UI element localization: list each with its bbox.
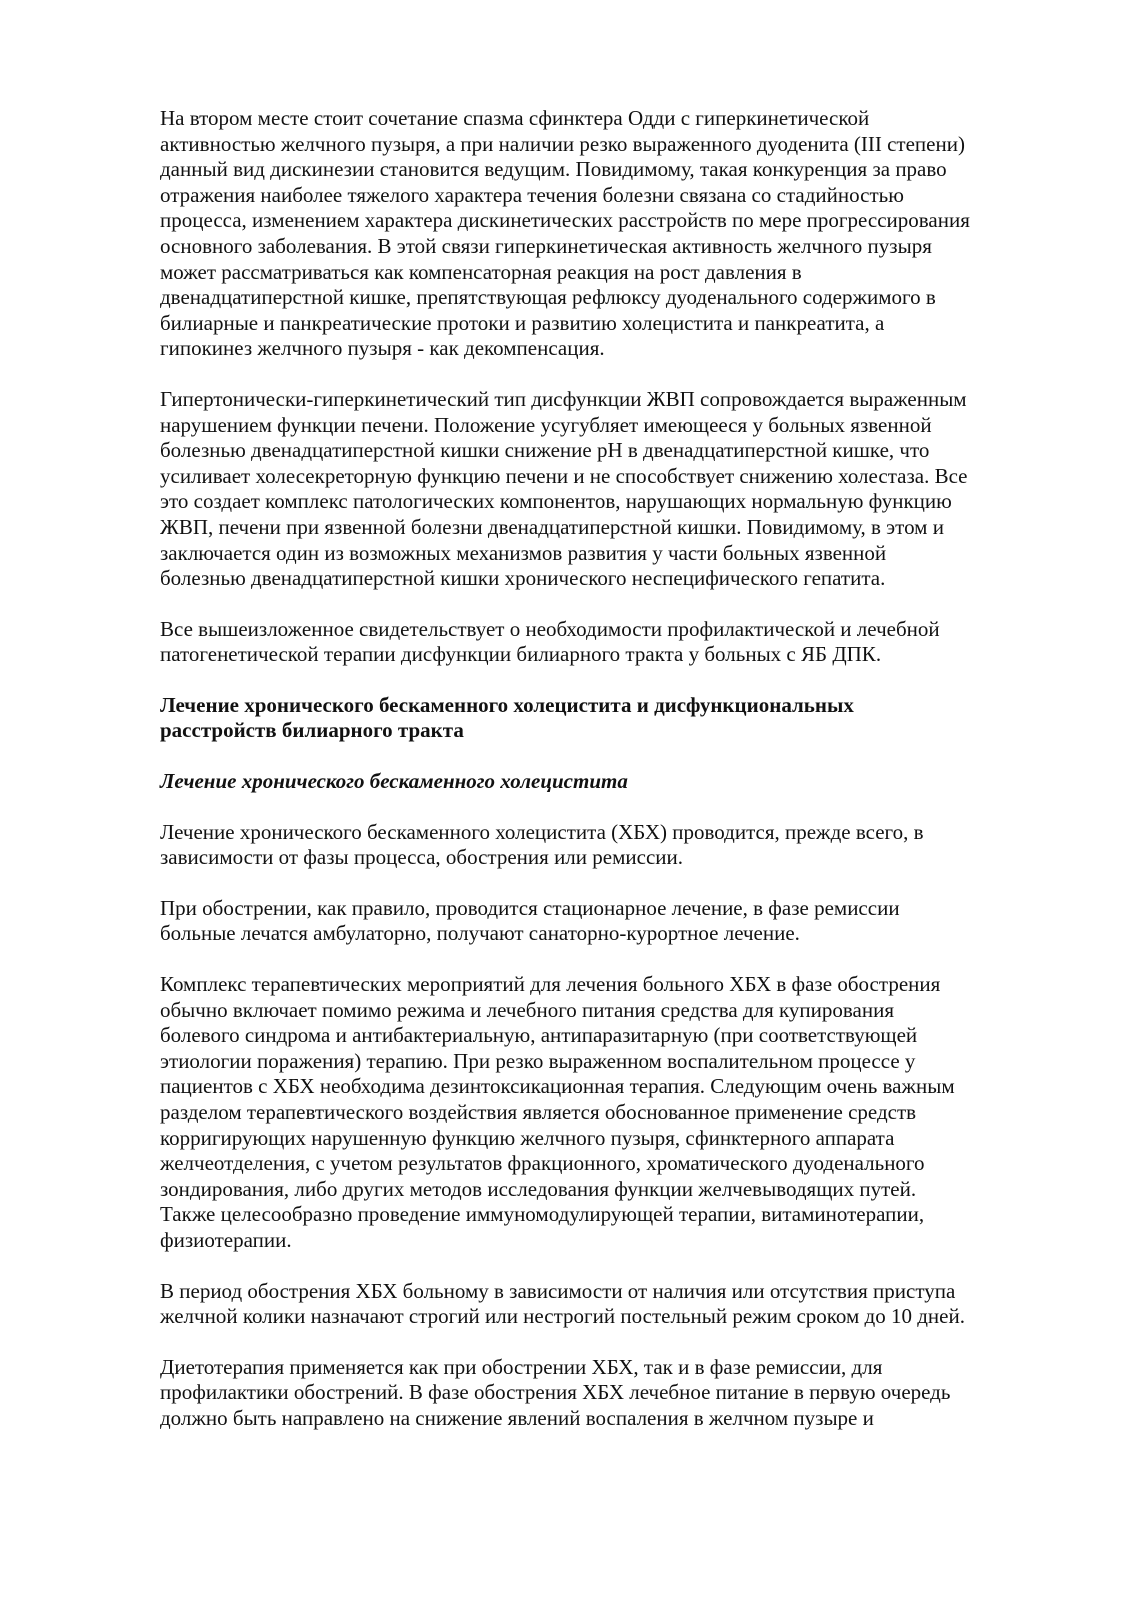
text-line: может рассматриваться как компенсаторная реакция на рост давления в bbox=[160, 259, 802, 284]
text-line: В период обострения ХБХ больному в зависимости от наличия или отсутствия приступа bbox=[160, 1278, 956, 1303]
text-line: этиологии поражения) терапию. При резко выраженном воспалительном процессе у bbox=[160, 1048, 916, 1073]
text-line: болевого синдрома и антибактериальную, антипаразитарную (при соответствующей bbox=[160, 1023, 918, 1048]
text-line: ЖВП, печени при язвенной болезни двенадцатиперстной кишки. Повидимому, в этом и bbox=[160, 514, 944, 539]
section-heading-line: расстройств билиарного тракта bbox=[160, 718, 464, 743]
section-subheading-line: Лечение хронического бескаменного холецистита bbox=[160, 769, 628, 794]
text-line: билиарные и панкреатические протоки и развитию холецистита и панкреатита, а bbox=[160, 310, 885, 335]
paragraph bbox=[160, 1279, 1040, 1330]
paragraph bbox=[160, 387, 1040, 592]
section-heading bbox=[160, 693, 1040, 744]
text-line: При обострении, как правило, проводится стационарное лечение, в фазе ремиссии bbox=[160, 895, 900, 920]
text-line: пациентов с ХБХ необходима дезинтоксикационная терапия. Следующим очень важным bbox=[160, 1074, 955, 1099]
text-line: должно быть направлено на снижение явлений воспаления в желчном пузыре и bbox=[160, 1405, 874, 1430]
text-line: разделом терапевтического воздействия является обоснованное применение средств bbox=[160, 1100, 917, 1124]
text-line: активностью желчного пузыря, а при наличии резко выраженного дуоденита (III степени) bbox=[160, 131, 965, 156]
text-line: гипокинез желчного пузыря - как декомпенсация. bbox=[160, 336, 605, 361]
bottom-paragraphs bbox=[160, 820, 1040, 1432]
top-paragraphs bbox=[160, 106, 1040, 668]
text-line: профилактики обострений. В фазе обострения ХБХ лечебное питание в первую очередь bbox=[160, 1380, 951, 1405]
paragraph bbox=[160, 820, 1040, 871]
paragraph bbox=[160, 972, 1040, 1254]
text-line: Также целесообразно проведение иммуномодулирующей терапии, витаминотерапии, bbox=[160, 1202, 925, 1227]
text-line: отражения наиболее тяжелого характера течения болезни связана со стадийностью bbox=[160, 182, 904, 207]
text-line: Все вышеизложенное свидетельствует о необходимости профилактической и лечебной bbox=[160, 616, 940, 641]
text-line: усиливает холесекреторную функцию печени и не способствует снижению холестаза. Все bbox=[160, 463, 968, 488]
text-line: процесса, изменением характера дискинетических расстройств по мере прогрессирования bbox=[160, 208, 970, 233]
paragraph bbox=[160, 106, 1040, 362]
text-line: На втором месте стоит сочетание спазма сфинктера Одди с гиперкинетической bbox=[160, 106, 870, 130]
text-line: Лечение хронического бескаменного холецистита (ХБХ) проводится, прежде всего, в bbox=[160, 819, 924, 844]
text-line: желчеотделения, с учетом результатов фракционного, хроматического дуоденального bbox=[160, 1151, 925, 1176]
text-line: патогенетической терапии дисфункции билиарного тракта у больных с ЯБ ДПК. bbox=[160, 642, 882, 667]
paragraph bbox=[160, 1355, 1040, 1432]
text-line: болезнью двенадцатиперстной кишки хронического неспецифического гепатита. bbox=[160, 566, 886, 591]
text-line: болезнью двенадцатиперстной кишки снижение рН в двенадцатиперстной кишке, что bbox=[160, 438, 930, 463]
section-subheading bbox=[160, 769, 1040, 795]
text-line: Диетотерапия применяется как при обострении ХБХ, так и в фазе ремиссии, для bbox=[160, 1354, 883, 1379]
text-line: двенадцатиперстной кишке, препятствующая рефлюксу дуоденального содержимого в bbox=[160, 285, 936, 310]
section-heading-line: Лечение хронического бескаменного холецистита и дисфункциональных bbox=[160, 692, 854, 717]
text-line: основного заболевания. В этой связи гиперкинетическая активность желчного пузыря bbox=[160, 233, 932, 258]
document-body bbox=[160, 106, 1040, 1457]
text-line: заключается один из возможных механизмов развития у части больных язвенной bbox=[160, 540, 887, 565]
text-line: Гипертонически-гиперкинетический тип дисфункции ЖВП сопровождается выраженным bbox=[160, 386, 967, 411]
text-line: данный вид дискинезии становится ведущим. Повидимому, такая конкуренция за право bbox=[160, 157, 947, 182]
text-line: Комплекс терапевтических мероприятий для лечения больного ХБХ в фазе обострения bbox=[160, 972, 941, 997]
text-line: нарушением функции печени. Положение усугубляет имеющееся у больных язвенной bbox=[160, 412, 932, 437]
paragraph bbox=[160, 896, 1040, 947]
text-line: корригирующих нарушенную функцию желчного пузыря, сфинктерного аппарата bbox=[160, 1125, 895, 1150]
text-line: желчной колики назначают строгий или нестрогий постельный режим сроком до 10 дней. bbox=[160, 1304, 965, 1329]
text-line: больные лечатся амбулаторно, получают санаторно-курортное лечение. bbox=[160, 921, 800, 946]
text-line: обычно включает помимо режима и лечебного питания средства для купирования bbox=[160, 997, 894, 1022]
text-line: зависимости от фазы процесса, обострения или ремиссии. bbox=[160, 845, 683, 870]
text-line: зондирования, либо других методов исследования функции желчевыводящих путей. bbox=[160, 1176, 917, 1201]
paragraph bbox=[160, 617, 1040, 668]
text-line: физиотерапии. bbox=[160, 1227, 292, 1252]
text-line: это создает комплекс патологических компонентов, нарушающих нормальную функцию bbox=[160, 489, 952, 514]
